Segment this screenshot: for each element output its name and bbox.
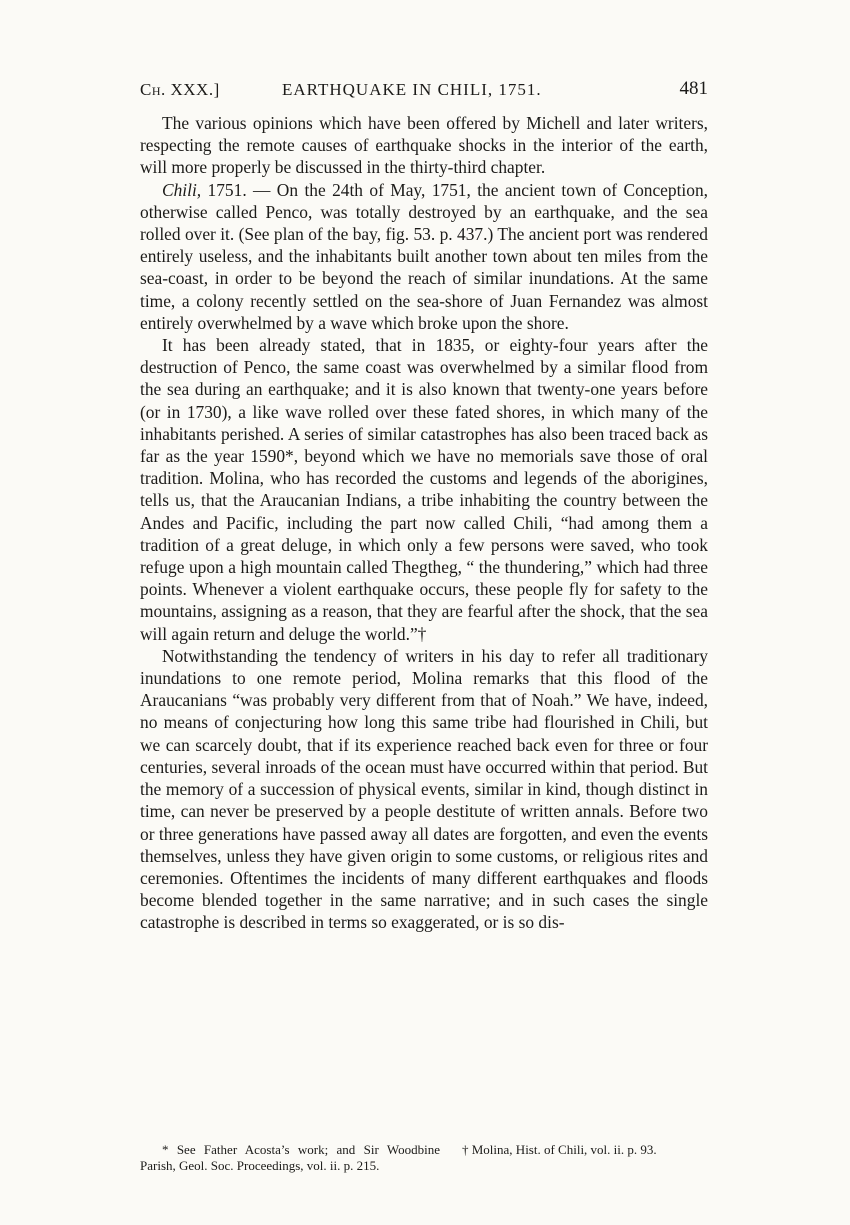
running-header bbox=[140, 80, 710, 102]
footnote-text: † Molina, Hist. of Chili, vol. ii. p. 93. bbox=[462, 1142, 657, 1157]
paragraph: The various opinions which have been offered by Michell and later writers, respecting the remote causes of earthquake shocks in the interior of the earth, will more properly be discussed in the thirty-third chapter. bbox=[140, 113, 708, 178]
footnote-text: * See Father Acosta’s work; and Sir Woodbine Parish, Geol. Soc. Proceedings, vol. ii. p. 215. bbox=[140, 1142, 440, 1173]
running-title: EARTHQUAKE IN CHILI, 1751. bbox=[282, 80, 542, 99]
footnote-right bbox=[440, 1142, 708, 1158]
chapter-label: Ch. XXX.] bbox=[140, 80, 220, 99]
side-heading: Chili, bbox=[162, 179, 202, 200]
body-text bbox=[140, 112, 708, 934]
paragraph bbox=[140, 179, 708, 334]
paragraph: Notwithstanding the tendency of writers in his day to refer all traditionary inundations to one remote period, Molina remarks that this flood of the Araucanians “was probably very different from that of Noah.” We have, indeed, no means of conjecturing how long this same tribe had flourished in Chili, but we can scarcely doubt, that if its experience reached back even for three or four centuries, several inroads of the ocean must have occurred within that period. But the memory of a succession of physical events, similar in kind, though distinct in time, can never be preserved by a people destitute of written annals. Before two or three generations have passed away all dates are forgotten, and even the events themselves, unless they have given origin to some customs, or religious rites and ceremonies. Oftentimes the incidents of many different earthquakes and floods become blended together in the same narrative; and in such cases the single catastrophe is described in terms so exaggerated, or is so dis- bbox=[140, 645, 708, 933]
paragraph-text: 1751. — On the 24th of May, 1751, the ancient town of Conception, otherwise called Penco, was totally destroyed by an earthquake, and the sea rolled over it. (See plan of the bay, fig. 53. p. 437.) The ancient port was rendered entirely useless, and the inhabitants built another town about ten miles from the sea-coast, in order to be beyond the reach of similar inundations. At the same time, a colony recently settled on the sea-shore of Juan Fernandez was almost entirely overwhelmed by a wave which broke upon the shore. bbox=[140, 179, 708, 333]
paragraph: It has been already stated, that in 1835, or eighty-four years after the destruction of Penco, the same coast was overwhelmed by a similar flood from the sea during an earthquake; and it is also known that twenty-one years before (or in 1730), a like wave rolled over these fated shores, in which many of the inhabitants perished. A series of similar catastrophes has also been traced back as far as the year 1590*, beyond which we have no memorials save those of oral tradition. Molina, who has recorded the customs and legends of the aborigines, tells us, that the Araucanian Indians, a tribe inhabiting the country between the Andes and Pacific, including the part now called Chili, “had among them a tradition of a great deluge, in which only a few persons were saved, who took refuge upon a high mountain called Thegtheg, “ the thundering,” which had three points. Whenever a violent earthquake occurs, these people fly for safety to the mountains, assigning as a reason, that they are fearful after the shock, that the sea will again return and deluge the world.”† bbox=[140, 335, 708, 644]
footnote-left bbox=[140, 1142, 440, 1173]
page-number: 481 bbox=[679, 78, 708, 99]
